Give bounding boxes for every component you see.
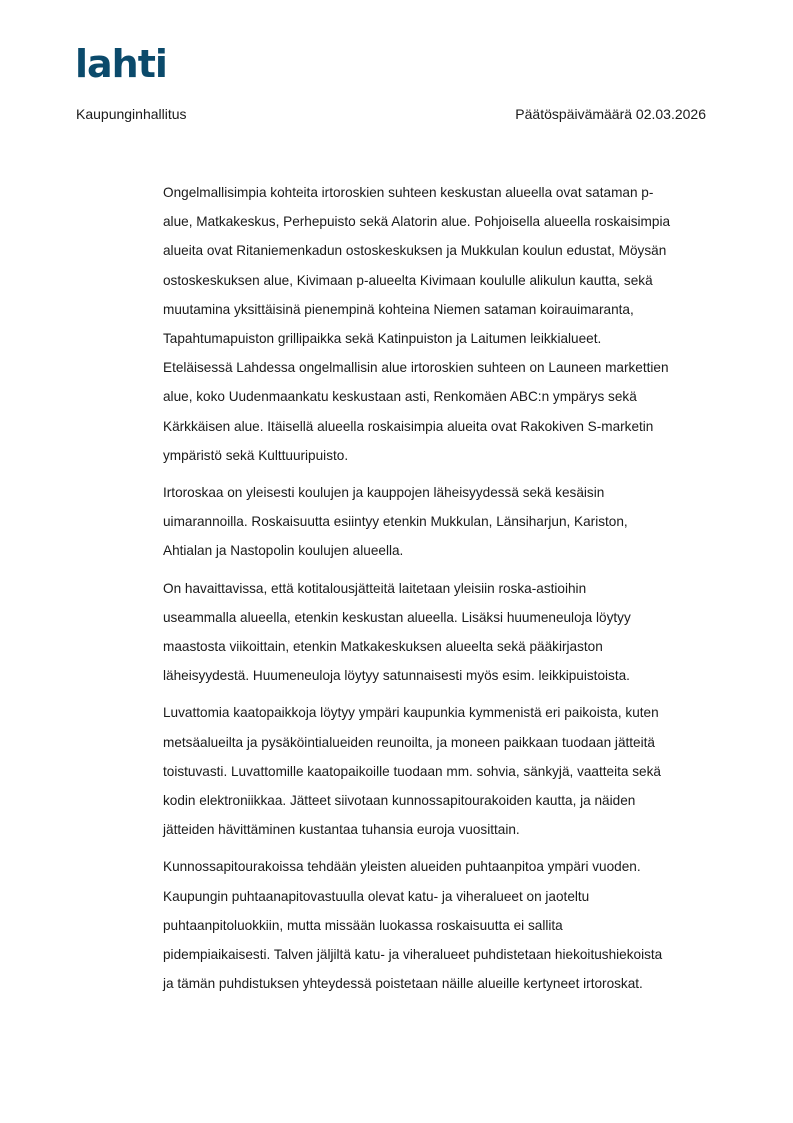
- text-line: Kaupungin puhtaanapitovastuulla olevat katu- ja viheralueet on jaoteltu: [163, 888, 590, 904]
- text-line: puhtaanpitoluokkiin, mutta missään luokassa roskaisuutta ei sallita: [163, 917, 563, 933]
- text-line: Ahtialan ja Nastopolin koulujen alueella.: [163, 543, 404, 559]
- text-line: Eteläisessä Lahdessa ongelmallisin alue irtoroskien suhteen on Launeen markettien: [163, 360, 669, 376]
- text-line: jätteiden hävittäminen kustantaa tuhansia euroja vuosittain.: [163, 822, 520, 838]
- text-line: ympäristö sekä Kulttuuripuisto.: [163, 447, 349, 463]
- paragraph: [163, 574, 733, 691]
- document-body: [163, 178, 733, 1006]
- paragraph: [163, 852, 733, 998]
- paragraph: [163, 698, 733, 844]
- text-line: pidempiaikaisesti. Talven jäljiltä katu- ja viheralueet puhdistetaan hiekoitushiekoista: [163, 947, 663, 963]
- paragraph: [163, 478, 733, 566]
- text-line: metsäalueilta ja pysäköintialueiden reunoilta, ja moneen paikkaan tuodaan jätteitä: [163, 734, 655, 750]
- text-line: alueita ovat Ritaniemenkadun ostoskeskuksen ja Mukkulan koulun edustat, Möysän: [163, 243, 667, 259]
- text-line: On havaittavissa, että kotitalousjätteitä laitetaan yleisiin roska-astioihin: [163, 580, 587, 596]
- text-line: muutamina yksittäisinä pienempinä kohteina Niemen sataman koirauimaranta,: [163, 301, 634, 317]
- text-line: Kunnossapitourakoissa tehdään yleisten alueiden puhtaanpitoa ympäri vuoden.: [163, 859, 641, 875]
- text-line: toistuvasti. Luvattomille kaatopaikoille tuodaan mm. sohvia, sänkyjä, vaatteita sekä: [163, 763, 661, 779]
- text-line: maastosta viikoittain, etenkin Matkakeskuksen alueelta sekä pääkirjaston: [163, 639, 603, 655]
- text-line: alue, Matkakeskus, Perhepuisto sekä Alatorin alue. Pohjoisella alueella roskaisimpia: [163, 214, 671, 230]
- lahti-logo: lahti: [75, 42, 167, 86]
- text-line: ja tämän puhdistuksen yhteydessä poistetaan näille alueille kertyneet irtoroskat.: [163, 976, 643, 992]
- text-line: Ongelmallisimpia kohteita irtoroskien suhteen keskustan alueella ovat sataman p-: [163, 185, 654, 200]
- text-line: kodin elektroniikkaa. Jätteet siivotaan kunnossapitourakoiden kautta, ja näiden: [163, 793, 636, 809]
- text-line: Irtoroskaa on yleisesti koulujen ja kauppojen läheisyydessä sekä kesäisin: [163, 485, 605, 501]
- text-line: Tapahtumapuiston grillipaikka sekä Katinpuiston ja Laitumen leikkialueet.: [163, 331, 602, 347]
- text-line: useammalla alueella, etenkin keskustan alueella. Lisäksi huumeneuloja löytyy: [163, 609, 631, 625]
- text-line: uimarannoilla. Roskaisuutta esiintyy etenkin Mukkulan, Länsiharjun, Kariston,: [163, 514, 628, 530]
- decision-date: Päätöspäivämäärä 02.03.2026: [515, 106, 706, 122]
- text-line: alue, koko Uudenmaankatu keskustaan asti, Renkomäen ABC:n ympärys sekä: [163, 389, 637, 405]
- text-line: Luvattomia kaatopaikkoja löytyy ympäri kaupunkia kymmenistä eri paikoista, kuten: [163, 705, 659, 721]
- text-line: ostoskeskuksen alue, Kivimaan p-alueelta Kivimaan koululle alikulun kautta, sekä: [163, 272, 653, 288]
- organization-name: Kaupunginhallitus: [76, 106, 187, 122]
- paragraph: [163, 178, 733, 470]
- text-line: läheisyydestä. Huumeneuloja löytyy satunnaisesti myös esim. leikkipuistoista.: [163, 668, 630, 684]
- text-line: Kärkkäisen alue. Itäisellä alueella roskaisimpia alueita ovat Rakokiven S-marketin: [163, 418, 654, 434]
